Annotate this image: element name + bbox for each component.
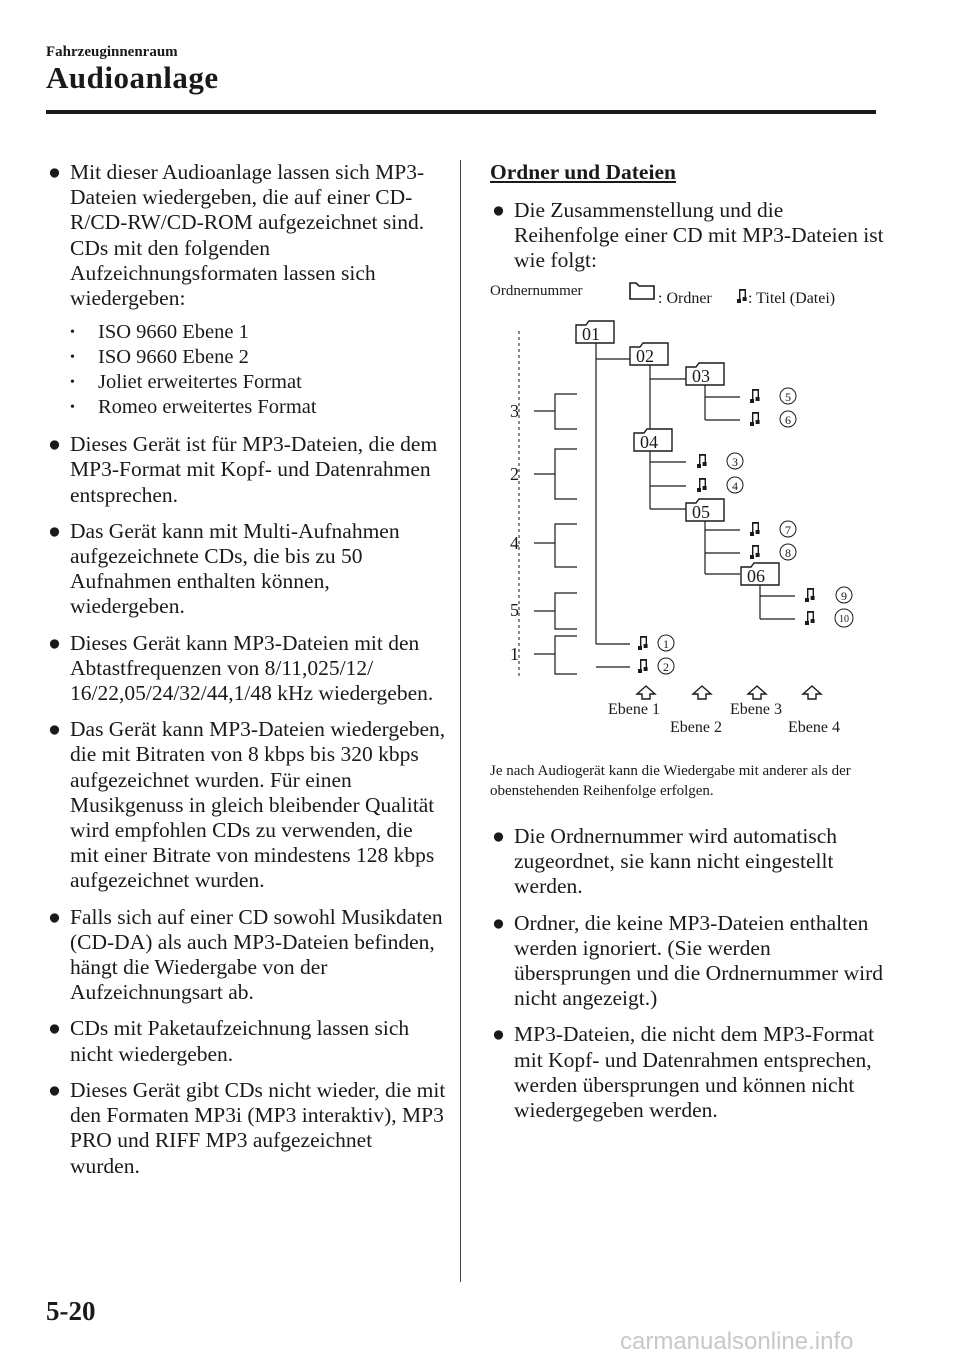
svg-text:04: 04 <box>640 431 658 452</box>
file-7 <box>750 521 796 537</box>
left-column <box>46 160 446 1190</box>
right-column <box>490 160 890 741</box>
legend-folder: : Ordner <box>658 289 712 307</box>
bullet-dot: ● <box>492 910 505 935</box>
sub-bullet-dot: • <box>70 400 75 416</box>
bullet-text: Das Gerät kann MP3-Dateien wiedergeben, die mit Bitraten von 8 kbps bis 320 kbps aufgezeichnet wurden. Für einen Musikgenuss in gleich bleibender Qualität wird empfohlen CDs zu verwenden, die mit einer Bitrate von mindestens 128 kbps aufgezeichnet wurden. <box>70 717 446 893</box>
format-list <box>68 320 446 420</box>
file-9 <box>805 587 852 603</box>
bullet-dot: ● <box>48 432 61 457</box>
format-item <box>68 345 446 370</box>
level-arrow-icon <box>748 686 766 699</box>
bullet-text: Die Ordnernummer wird automatisch zugeordnet, sie kann nicht eingestellt werden. <box>514 824 838 899</box>
bullet-text: Das Gerät kann mit Multi-Aufnahmen aufgezeichnete CDs, die bis zu 50 Aufnahmen enthalten können, wiedergeben. <box>70 518 400 619</box>
format-text: ISO 9660 Ebene 1 <box>98 321 249 344</box>
bullet-text: Dieses Gerät ist für MP3-Dateien, die dem MP3-Format mit Kopf- und Datenrahmen entsprechen. <box>70 432 438 507</box>
level-label: Ebene 3 <box>730 700 782 718</box>
bullet-item <box>46 160 446 311</box>
bullet-item <box>490 824 890 900</box>
legend-title: : Titel (Datei) <box>748 289 836 307</box>
file-4 <box>697 477 743 493</box>
folder-number-label: 3 <box>510 400 519 421</box>
right-column-lower <box>490 755 890 1134</box>
folder-number-label: 4 <box>510 532 519 553</box>
format-text: Romeo erweitertes Format <box>98 396 317 419</box>
bullet-item <box>46 432 446 508</box>
format-item <box>68 320 446 345</box>
folder-structure-diagram <box>490 282 890 741</box>
bullet-item <box>490 1022 890 1123</box>
level-label: Ebene 4 <box>788 718 840 736</box>
bullet-item <box>46 905 446 1006</box>
svg-text:02: 02 <box>636 345 654 366</box>
sub-bullet-dot: • <box>70 375 75 391</box>
bullet-item <box>46 631 446 707</box>
diagram-note: Je nach Audiogerät kann die Wiedergabe mit anderer als der obenstehenden Reihenfolge erfolgen. <box>490 763 851 799</box>
svg-text:3: 3 <box>732 454 738 469</box>
bullet-text: Ordner, die keine MP3-Dateien enthalten werden ignoriert. (Sie werden übersprungen und die Ordnernummer wird nicht angezeigt.) <box>514 910 883 1011</box>
bullet-dot: ● <box>492 198 505 222</box>
watermark: carmanualsonline.info <box>620 1328 854 1355</box>
level-label: Ebene 1 <box>608 700 660 718</box>
svg-text:01: 01 <box>582 323 600 344</box>
bullet-dot: ● <box>48 717 61 742</box>
bullet-dot: ● <box>48 904 61 929</box>
file-2 <box>638 658 674 674</box>
note-icon <box>737 289 747 303</box>
file-10 <box>805 609 853 627</box>
svg-text:6: 6 <box>785 412 791 427</box>
section-label: Fahrzeuginnenraum <box>46 44 178 60</box>
format-item <box>68 370 446 395</box>
sub-bullet-dot: • <box>70 350 75 366</box>
bullet-dot: ● <box>492 1022 505 1047</box>
folder-number-label: 5 <box>510 599 519 620</box>
page-title: Audioanlage <box>46 60 219 95</box>
bullet-text: MP3-Dateien, die nicht dem MP3-Format mit Kopf- und Datenrahmen entsprechen, werden übersprungen und können nicht wiedergegeben werden. <box>514 1022 875 1123</box>
file-1 <box>638 635 674 651</box>
bullet-dot: ● <box>492 824 505 848</box>
bullet-text: Dieses Gerät gibt CDs nicht wieder, die mit den Formaten MP3i (MP3 interaktiv), MP3 PRO und RIFF MP3 aufgezeichnet wurden. <box>70 1077 446 1178</box>
bullet-item <box>46 1016 446 1066</box>
file-6 <box>750 411 796 427</box>
svg-text:03: 03 <box>692 365 710 386</box>
bullet-dot: ● <box>48 160 61 184</box>
svg-text:2: 2 <box>663 659 669 674</box>
svg-text:5: 5 <box>785 389 791 404</box>
file-3 <box>697 453 743 469</box>
level-arrow-icon <box>693 686 711 699</box>
folder-01 <box>576 321 614 344</box>
level-arrow-icon <box>803 686 821 699</box>
column-divider <box>460 160 461 1282</box>
folder-number-label: 1 <box>510 643 519 664</box>
level-arrow-icon <box>637 686 655 699</box>
bullet-item <box>490 911 890 1012</box>
folder-03 <box>686 363 724 386</box>
svg-text:10: 10 <box>839 613 849 625</box>
folder-02 <box>630 343 668 366</box>
title-rule <box>46 110 876 114</box>
folder-tree-svg <box>490 149 890 736</box>
section-heading: Ordner und Dateien <box>490 160 676 184</box>
page-number: 5-20 <box>46 1296 96 1326</box>
folder-number-label: 2 <box>510 463 519 484</box>
bullet-item <box>46 519 446 620</box>
svg-text:8: 8 <box>785 545 791 560</box>
folder-icon <box>630 283 654 299</box>
bullet-item <box>46 1078 446 1179</box>
folder-04 <box>634 429 672 452</box>
folder-06 <box>741 563 779 586</box>
svg-text:06: 06 <box>747 565 765 586</box>
file-8 <box>750 544 796 560</box>
format-text: ISO 9660 Ebene 2 <box>98 346 249 369</box>
svg-text:4: 4 <box>732 478 738 493</box>
format-item <box>68 395 446 420</box>
bullet-dot: ● <box>48 518 61 543</box>
bullet-text: Dieses Gerät kann MP3-Dateien mit den Abtastfrequenzen von 8/11,025/12/ 16/22,05/24/32/44,1/48 kHz wiedergeben. <box>70 630 434 706</box>
format-text: Joliet erweitertes Format <box>98 371 302 394</box>
svg-text:1: 1 <box>663 636 669 651</box>
tree-lines <box>534 334 795 674</box>
bullet-text: Falls sich auf einer CD sowohl Musikdaten (CD-DA) als auch MP3-Dateien befinden, hängt die Wiedergabe von der Aufzeichnungsart ab. <box>70 904 443 1005</box>
svg-text:05: 05 <box>692 501 710 522</box>
file-5 <box>750 388 796 404</box>
bullet-dot: ● <box>48 630 61 655</box>
bullet-dot: ● <box>48 1077 61 1102</box>
bullet-text: Die Zusammenstellung und die Reihenfolge einer CD mit MP3-Dateien ist wie folgt: <box>514 198 884 273</box>
level-label: Ebene 2 <box>670 718 722 736</box>
sub-bullet-dot: • <box>70 325 75 341</box>
bullet-text: Mit dieser Audioanlage lassen sich MP3-Dateien wiedergeben, die auf einer CD-R/CD-RW/CD-ROM aufgezeichnet sind. CDs mit den folgenden Aufzeichnungsformaten lassen sich wiedergeben: <box>70 160 425 311</box>
legend-ordnernummer: Ordnernummer <box>490 282 583 299</box>
folder-05 <box>686 499 724 522</box>
bullet-text: CDs mit Paketaufzeichnung lassen sich nicht wiedergeben. <box>70 1016 410 1066</box>
svg-text:7: 7 <box>785 522 791 537</box>
bullet-item <box>46 717 446 893</box>
svg-text:9: 9 <box>841 588 847 603</box>
bullet-dot: ● <box>48 1016 61 1041</box>
